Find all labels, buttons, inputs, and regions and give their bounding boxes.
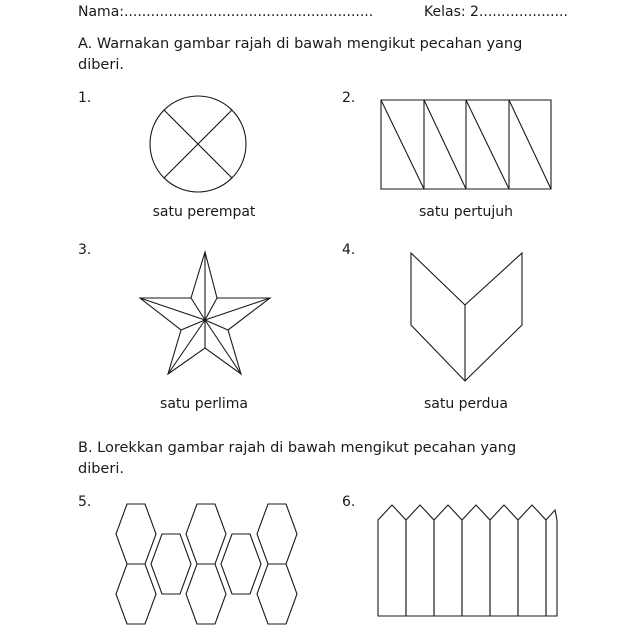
picket-fence-figure (378, 505, 557, 616)
item-1-number: 1. (78, 90, 92, 106)
item-3-caption: satu perlima (160, 396, 248, 412)
section-b-instruction: B. Lorekkan gambar rajah di bawah mengikut pecahan yang (78, 440, 517, 456)
chevron-two-parts-figure (411, 253, 522, 381)
item-2-number: 2. (342, 90, 356, 106)
section-b-instruction-cont: diberi. (78, 461, 124, 477)
section-a-instruction: A. Warnakan gambar rajah di bawah mengikut pecahan yang (78, 36, 523, 52)
class-field-label: Kelas: 2.................... (424, 4, 568, 20)
item-4-caption: satu perdua (423, 396, 509, 412)
section-a-instruction-cont: diberi. (78, 57, 124, 73)
hexagon-grid-figure (116, 504, 297, 624)
item-1-caption: satu perempat (152, 204, 256, 220)
item-6-number: 6. (342, 494, 356, 510)
item-4-number: 4. (342, 242, 356, 258)
name-field-label: Nama:........................................................ (78, 4, 374, 20)
circle-quarters-figure (150, 96, 246, 192)
item-3-number: 3. (78, 242, 92, 258)
star-five-figure (140, 252, 270, 374)
parallelogram-strips-figure (381, 100, 551, 189)
item-2-caption: satu pertujuh (419, 204, 513, 220)
item-5-number: 5. (78, 494, 92, 510)
